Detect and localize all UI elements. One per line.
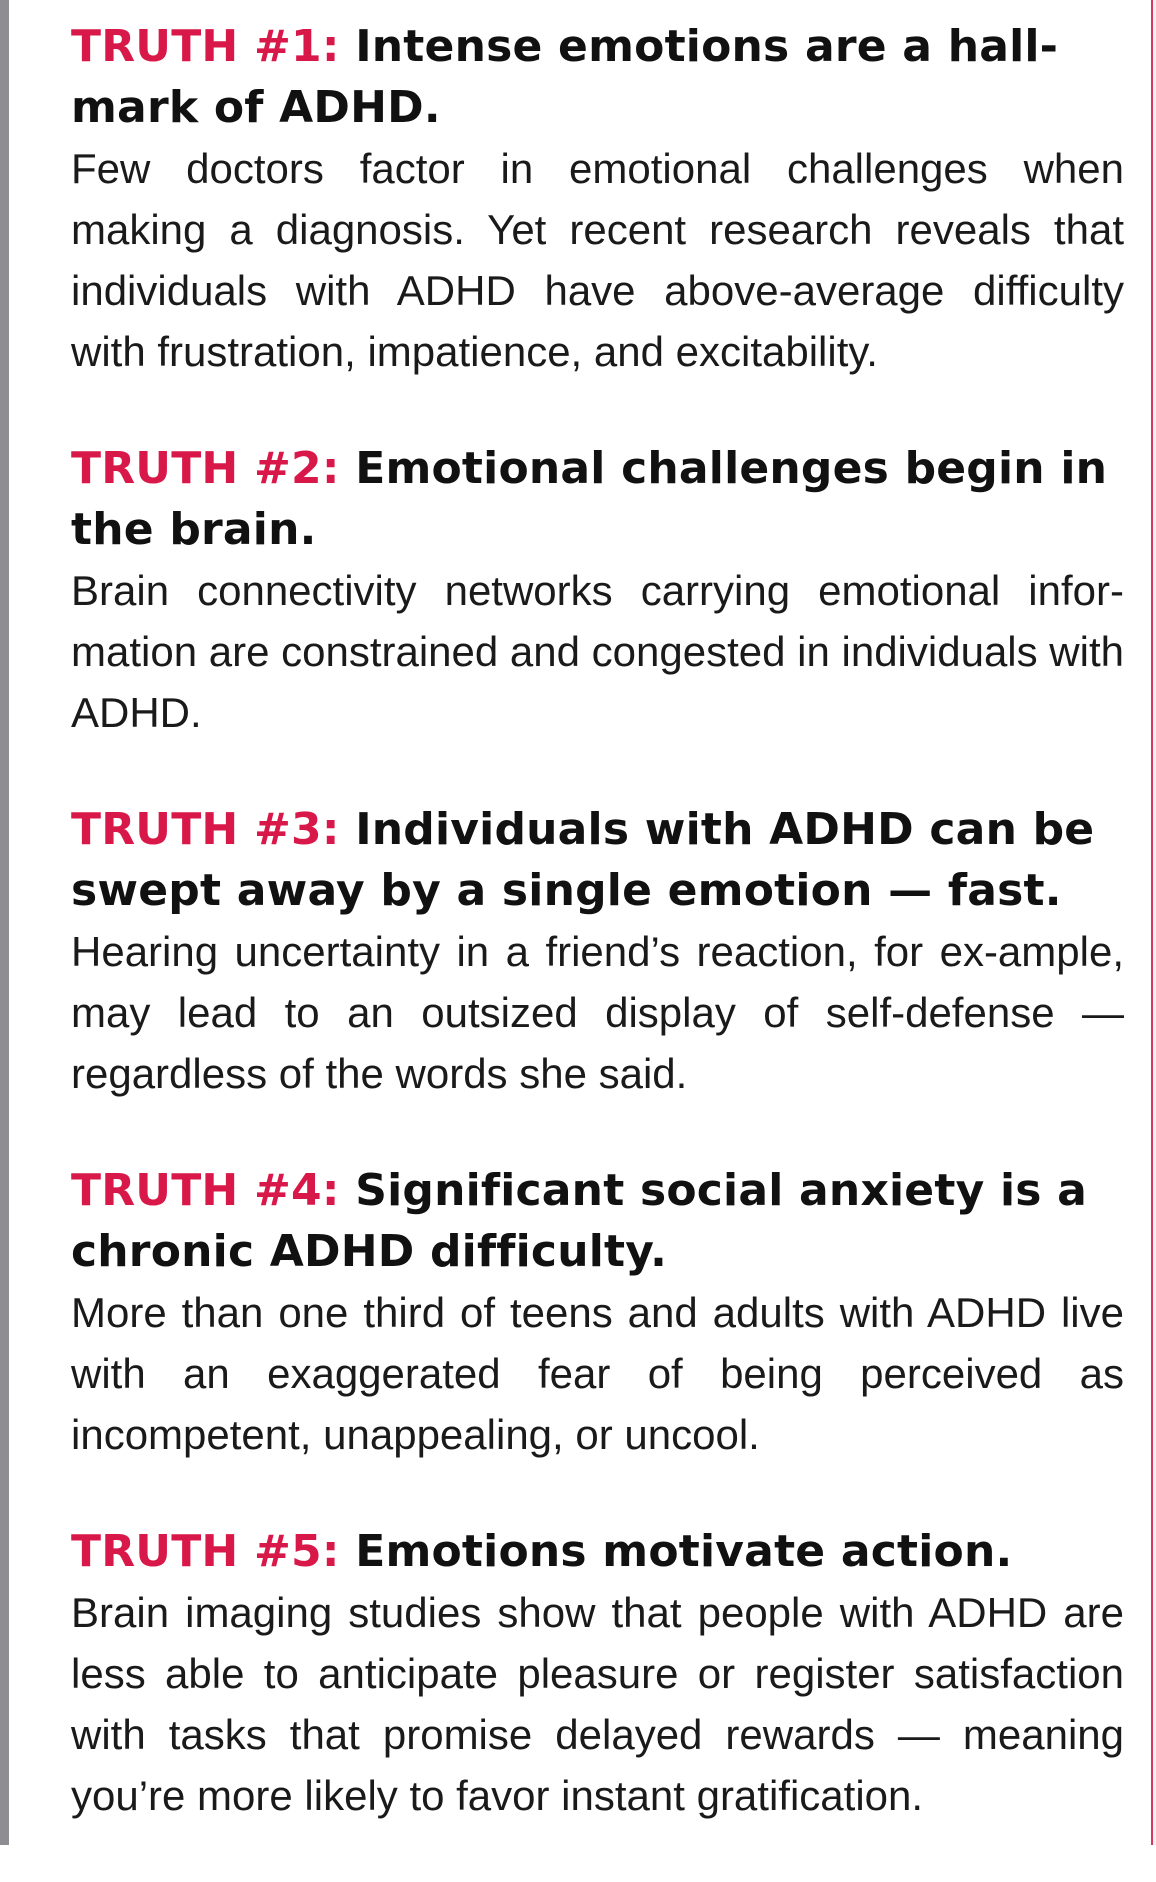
- truth-heading: [71, 1521, 1124, 1582]
- truth-title: Emotional challenges begin in the brain.: [71, 443, 1108, 555]
- truth-title: Intense emotions are a hall-mark of ADHD.: [71, 21, 1059, 133]
- left-page-edge: [0, 0, 9, 1845]
- truth-label: TRUTH #3:: [71, 804, 340, 855]
- truth-body: More than one third of teens and adults with ADHD live with an exaggerated fear of being perceived as incompetent, unappealing, or uncool.: [71, 1289, 1124, 1458]
- truth-heading: [71, 438, 1124, 560]
- truth-body: Brain connectivity networks carrying emotional infor-mation are constrained and congested in individuals with ADHD.: [71, 567, 1124, 736]
- truth-body: Few doctors factor in emotional challenges when making a diagnosis. Yet recent research reveals that individuals with ADHD have above-average difficulty with frustration, impatience, and excitability.: [71, 145, 1124, 375]
- truth-body: Brain imaging studies show that people with ADHD are less able to anticipate pleasure or register satisfaction with tasks that promise delayed rewards — meaning you’re more likely to favor instant gratification.: [71, 1589, 1124, 1819]
- truth-heading: [71, 16, 1124, 138]
- truth-body: Hearing uncertainty in a friend’s reaction, for ex-ample, may lead to an outsized display of self-defense — regardless of the words she said.: [71, 928, 1124, 1097]
- truth-heading: [71, 1160, 1124, 1282]
- truth-label: TRUTH #5:: [71, 1526, 340, 1577]
- truth-title: Significant social anxiety is a chronic ADHD difficulty.: [71, 1165, 1088, 1277]
- truth-label: TRUTH #2:: [71, 443, 340, 494]
- truth-label: TRUTH #4:: [71, 1165, 340, 1216]
- article-body: [71, 16, 1124, 1882]
- truth-1: [71, 16, 1124, 382]
- truth-heading: [71, 799, 1124, 921]
- truth-label: TRUTH #1:: [71, 21, 340, 72]
- truth-5: [71, 1521, 1124, 1826]
- right-accent-line: [1151, 0, 1153, 1845]
- truth-title: Emotions motivate action.: [355, 1526, 1013, 1577]
- truth-4: [71, 1160, 1124, 1465]
- truth-2: [71, 438, 1124, 743]
- truth-3: [71, 799, 1124, 1104]
- truth-title: Individuals with ADHD can be swept away by a single emotion — fast.: [71, 804, 1095, 916]
